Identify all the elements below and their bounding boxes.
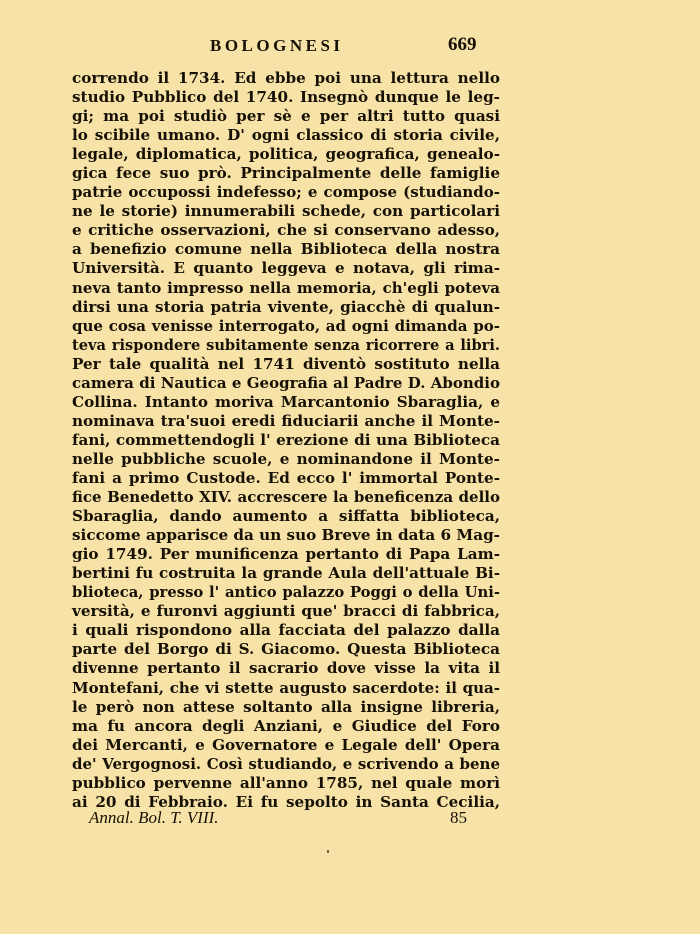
text-line: patrie occupossi indefesso; e compose (studiando- <box>72 183 500 202</box>
sheet-number: 85 <box>450 808 467 827</box>
text-line: fice Benedetto XIV. accrescere la beneficenza dello <box>72 488 500 507</box>
text-line: fani a primo Custode. Ed ecco l' immortal Ponte- <box>72 468 500 487</box>
text-line: Collina. Intanto moriva Marcantonio Sbaraglia, e <box>72 392 500 411</box>
text-line: dirsi una storia patria vivente, giacchè di qualun- <box>72 297 500 316</box>
text-line: siccome apparisce da un suo Breve in data 6 Mag- <box>72 526 500 545</box>
text-line: pubblico pervenne all'anno 1785, nel quale morì <box>72 773 500 792</box>
text-line: Montefani, che vi stette augusto sacerdote: il qua- <box>72 678 500 697</box>
page-footer <box>72 808 500 830</box>
text-line: fani, commettendogli l' erezione di una Biblioteca <box>72 430 500 449</box>
text-line: gi; ma poi studiò per sè e per altri tutto quasi <box>72 107 500 126</box>
text-line: blioteca, presso l' antico palazzo Poggi o della Uni- <box>72 584 500 602</box>
signature-mark: Annal. Bol. T. VIII. <box>89 808 219 827</box>
text-line: i quali rispondono alla facciata del palazzo dalla <box>72 621 500 640</box>
text-line: Università. E quanto leggeva e notava, gli rima- <box>72 259 500 278</box>
text-line: le però non attese soltanto alla insigne libreria, <box>72 697 500 716</box>
text-line: legale, diplomatica, politica, geografica, genealo- <box>72 145 500 164</box>
text-line: nominava tra'suoi eredi fiduciarii anche il Monte- <box>72 411 500 430</box>
body-text <box>72 69 500 812</box>
text-line: studio Pubblico del 1740. Insegnò dunque le leg- <box>72 88 500 107</box>
text-line: lo scibile umano. D' ogni classico di storia civile, <box>72 126 500 145</box>
text-line: divenne pertanto il sacrario dove visse la vita il <box>72 659 500 678</box>
text-line: ma fu ancora degli Anziani, e Giudice del Foro <box>72 716 500 735</box>
text-line: gio 1749. Per munificenza pertanto di Papa Lam- <box>72 545 500 564</box>
text-line: camera di Nautica e Geografia al Padre D. Abondio <box>72 373 500 392</box>
text-line: ne le storie) innumerabili schede, con particolari <box>72 202 500 221</box>
page-number: 669 <box>448 34 477 55</box>
text-line: gica fece suo prò. Principalmente delle famiglie <box>72 164 500 183</box>
text-line: teva rispondere subitamente senza ricorrere a libri. <box>72 336 500 354</box>
text-line: que cosa venisse interrogato, ad ogni dimanda po- <box>72 316 500 335</box>
text-line: Sbaraglia, dando aumento a siffatta biblioteca, <box>72 507 500 526</box>
text-line: neva tanto impresso nella memoria, ch'egli poteva <box>72 278 500 297</box>
text-line: a benefizio comune nella Biblioteca della nostra <box>72 240 500 259</box>
text-line: bertini fu costruita la grande Aula dell'attuale Bi- <box>72 564 500 583</box>
text-line: parte del Borgo di S. Giacomo. Questa Biblioteca <box>72 640 500 659</box>
paper-speck <box>327 850 329 853</box>
text-line: de' Vergognosi. Così studiando, e scrivendo a bene <box>72 754 500 773</box>
text-line: nelle pubbliche scuole, e nominandone il Monte- <box>72 449 500 468</box>
text-line: e critiche osservazioni, che si conservano adesso, <box>72 221 500 240</box>
text-line: versità, e furonvi aggiunti que' bracci di fabbrica, <box>72 602 500 621</box>
text-line: correndo il 1734. Ed ebbe poi una lettura nello <box>72 69 500 87</box>
running-title: BOLOGNESI <box>210 36 344 55</box>
text-line: Per tale qualità nel 1741 diventò sostituto nella <box>72 354 500 373</box>
text-line: dei Mercanti, e Governatore e Legale dell' Opera <box>72 735 500 754</box>
text-line: ai 20 di Febbraio. Ei fu sepolto in Santa Cecilia, <box>72 792 500 811</box>
